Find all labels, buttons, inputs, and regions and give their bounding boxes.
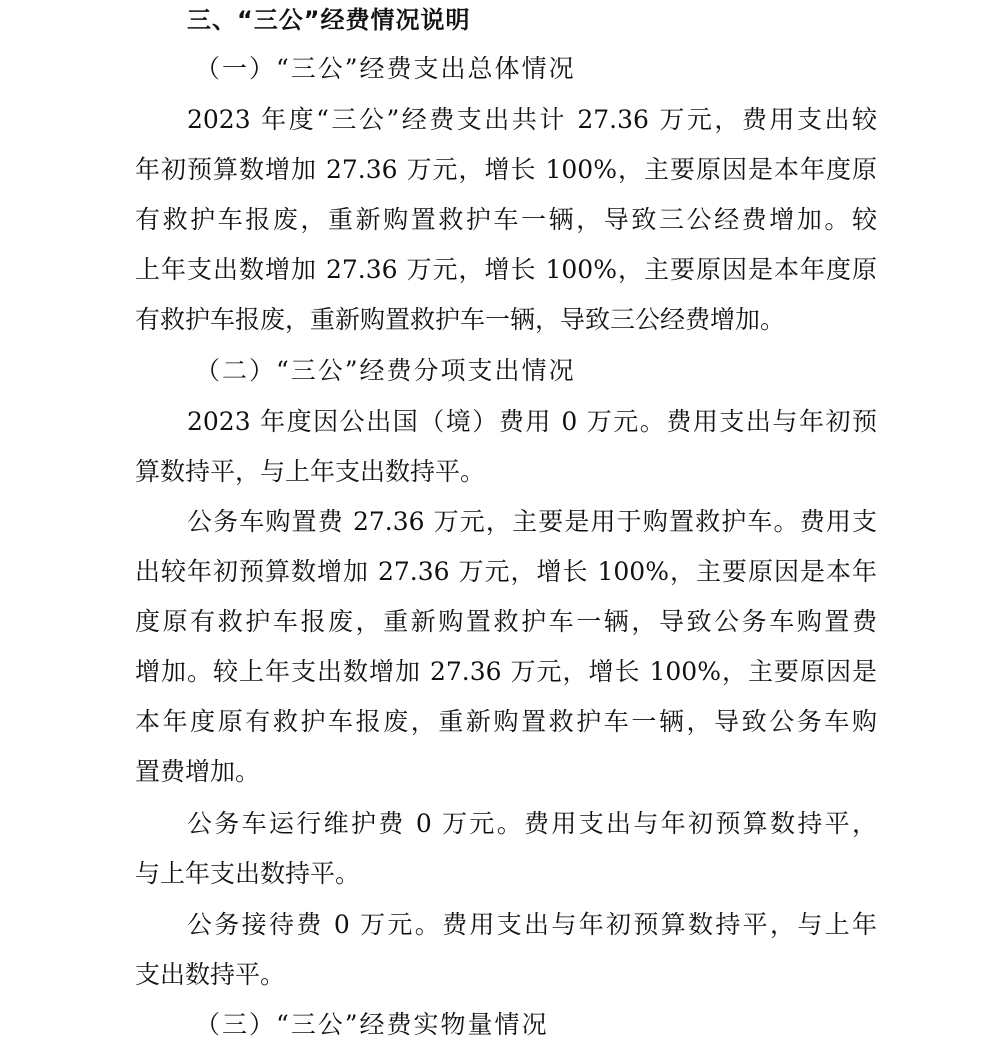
- text-line: 公务接待费 0 万元。费用支出与年初预算数持平，与上年: [187, 910, 877, 939]
- text-line: 2023 年度“三公”经费支出共计 27.36 万元，费用支出较: [187, 105, 877, 134]
- text-line: 年初预算数增加 27.36 万元，增长 100%，主要原因是本年度原: [135, 155, 877, 184]
- section-title: 三、“三公”经费情况说明: [187, 6, 471, 34]
- text-line: 公务车运行维护费 0 万元。费用支出与年初预算数持平，: [187, 809, 877, 838]
- text-line: 算数持平，与上年支出数持平。: [135, 457, 486, 486]
- subsection-heading-2: （二）“三公”经费分项支出情况: [195, 356, 576, 385]
- text-line: 有救护车报废，重新购置救护车一辆，导致三公经费增加。: [135, 305, 786, 334]
- text-line: 本年度原有救护车报废，重新购置救护车一辆，导致公务车购: [135, 707, 877, 736]
- text-line: 增加。较上年支出数增加 27.36 万元，增长 100%，主要原因是: [135, 657, 877, 686]
- text-line: 度原有救护车报废，重新购置救护车一辆，导致公务车购置费: [135, 607, 877, 636]
- text-line: 支出数持平。: [135, 960, 286, 989]
- text-line: 上年支出数增加 27.36 万元，增长 100%，主要原因是本年度原: [135, 255, 877, 284]
- subsection-heading-3: （三）“三公”经费实物量情况: [195, 1010, 549, 1039]
- text-line: 置费增加。: [135, 757, 261, 786]
- text-line: 与上年支出数持平。: [135, 859, 361, 888]
- text-line: 出较年初预算数增加 27.36 万元，增长 100%，主要原因是本年: [135, 557, 877, 586]
- text-line: 2023 年度因公出国（境）费用 0 万元。费用支出与年初预: [187, 407, 877, 436]
- text-line: 公务车购置费 27.36 万元，主要是用于购置救护车。费用支: [187, 507, 877, 536]
- subsection-heading-1: （一）“三公”经费支出总体情况: [195, 54, 576, 83]
- text-line: 有救护车报废，重新购置救护车一辆，导致三公经费增加。较: [135, 205, 877, 234]
